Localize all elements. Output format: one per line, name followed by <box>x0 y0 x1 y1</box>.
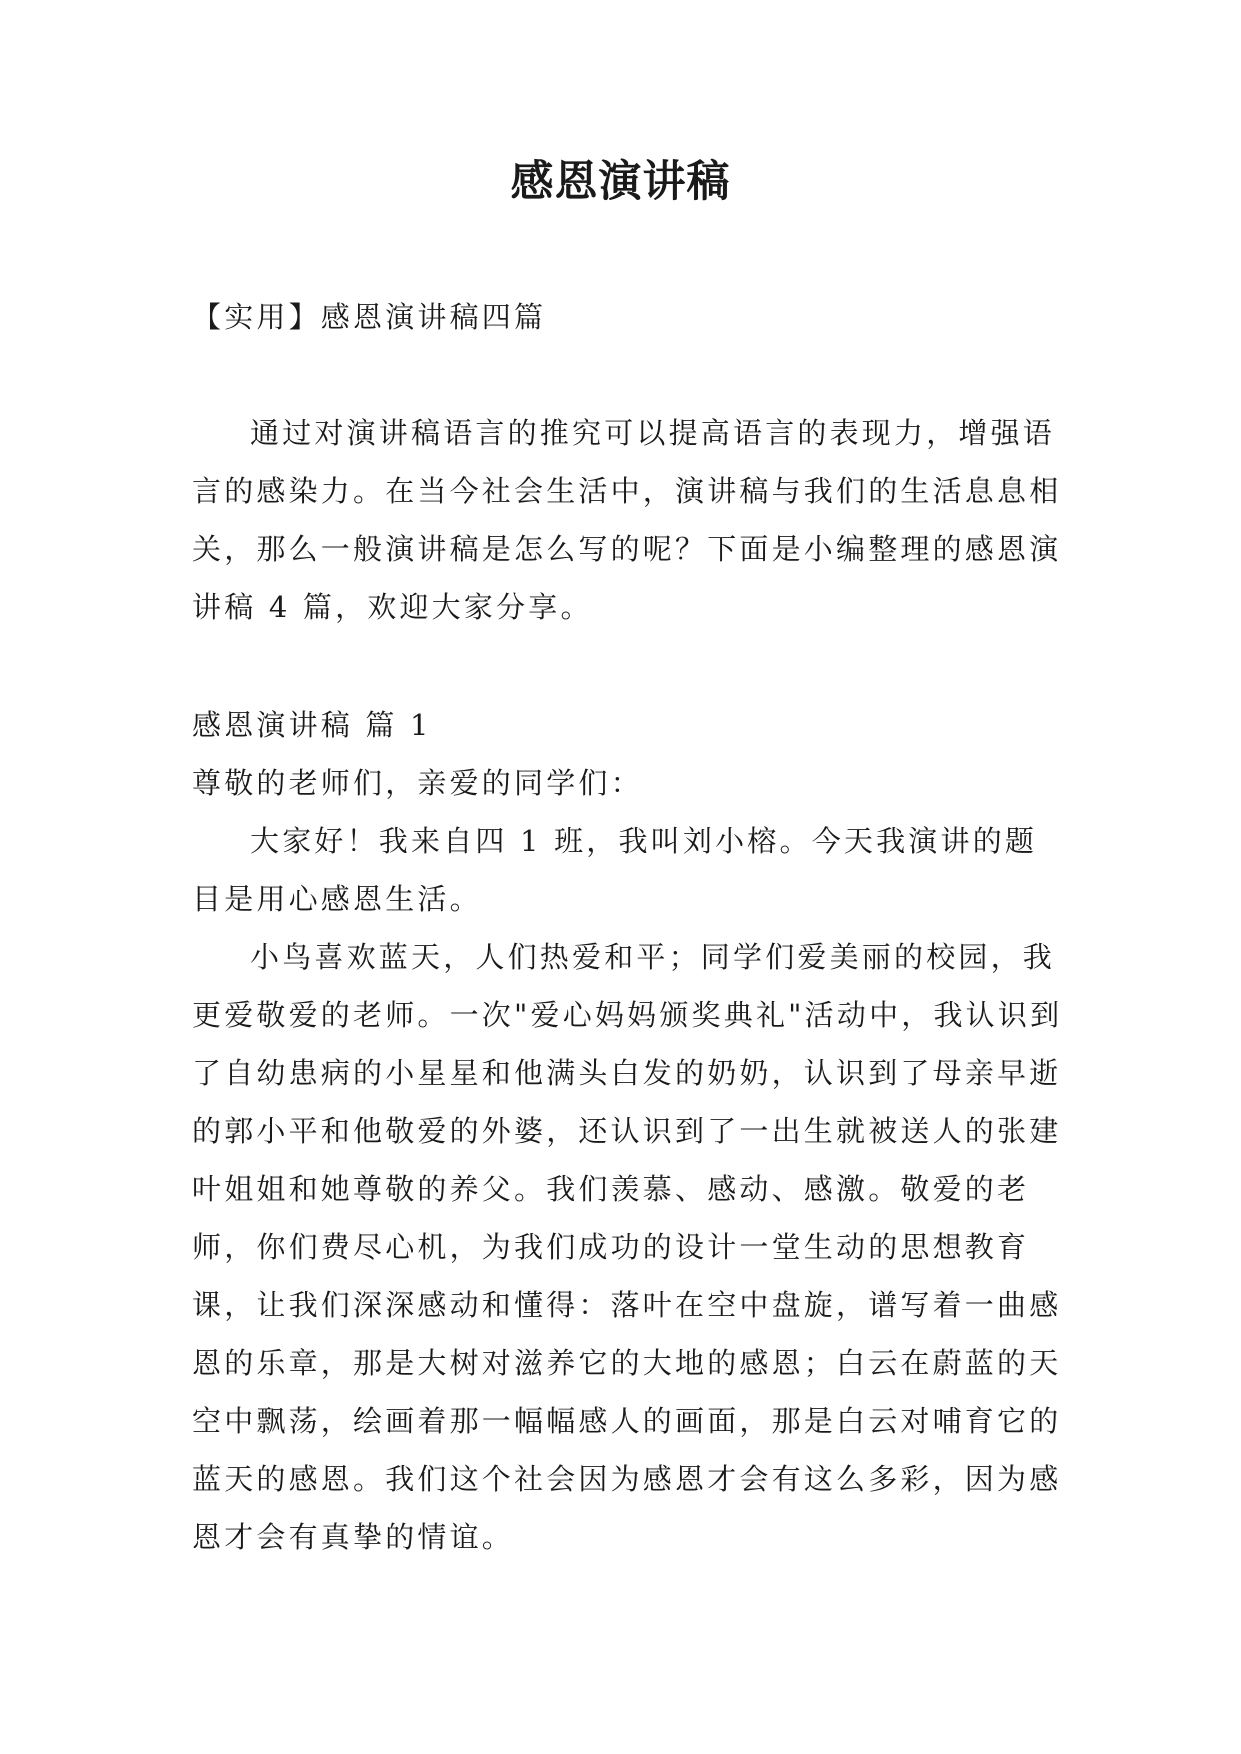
intro-paragraph: 通过对演讲稿语言的推究可以提高语言的表现力，增强语言的感染力。在当今社会生活中，演讲稿与我们的生活息息相关，那么一般演讲稿是怎么写的呢？下面是小编整理的感恩演讲稿 4 篇，欢迎大家分享。 <box>192 416 1062 624</box>
salutation: 尊敬的老师们，亲爱的同学们： <box>192 766 643 800</box>
body-paragraph-1: 大家好！我来自四 1 班，我叫刘小榕。今天我演讲的题目是用心感恩生活。 <box>192 824 1038 916</box>
document-subtitle: 【实用】感恩演讲稿四篇 <box>192 300 547 334</box>
section-heading: 感恩演讲稿 篇 1 <box>192 708 432 742</box>
document-title: 感恩演讲稿 <box>510 157 731 207</box>
body-paragraph-2: 小鸟喜欢蓝天，人们热爱和平；同学们爱美丽的校园，我更爱敬爱的老师。一次"爱心妈妈颁奖典礼"活动中，我认识到了自幼患病的小星星和他满头白发的奶奶，认识到了母亲早逝的郭小平和他敬爱的外婆，还认识到了一出生就被送人的张建叶姐姐和她尊敬的养父。我们羡慕、感动、感激。敬爱的老师，你们费尽心机，为我们成功的设计一堂生动的思想教育课，让我们深深感动和懂得：落叶在空中盘旋，谱写着一曲感恩的乐章，那是大树对滋养它的大地的感恩；白云在蔚蓝的天空中飘荡，绘画着那一幅幅感人的画面，那是白云对哺育它的蓝天的感恩。我们这个社会因为感恩才会有这么多彩，因为感恩才会有真挚的情谊。 <box>192 940 1063 1554</box>
